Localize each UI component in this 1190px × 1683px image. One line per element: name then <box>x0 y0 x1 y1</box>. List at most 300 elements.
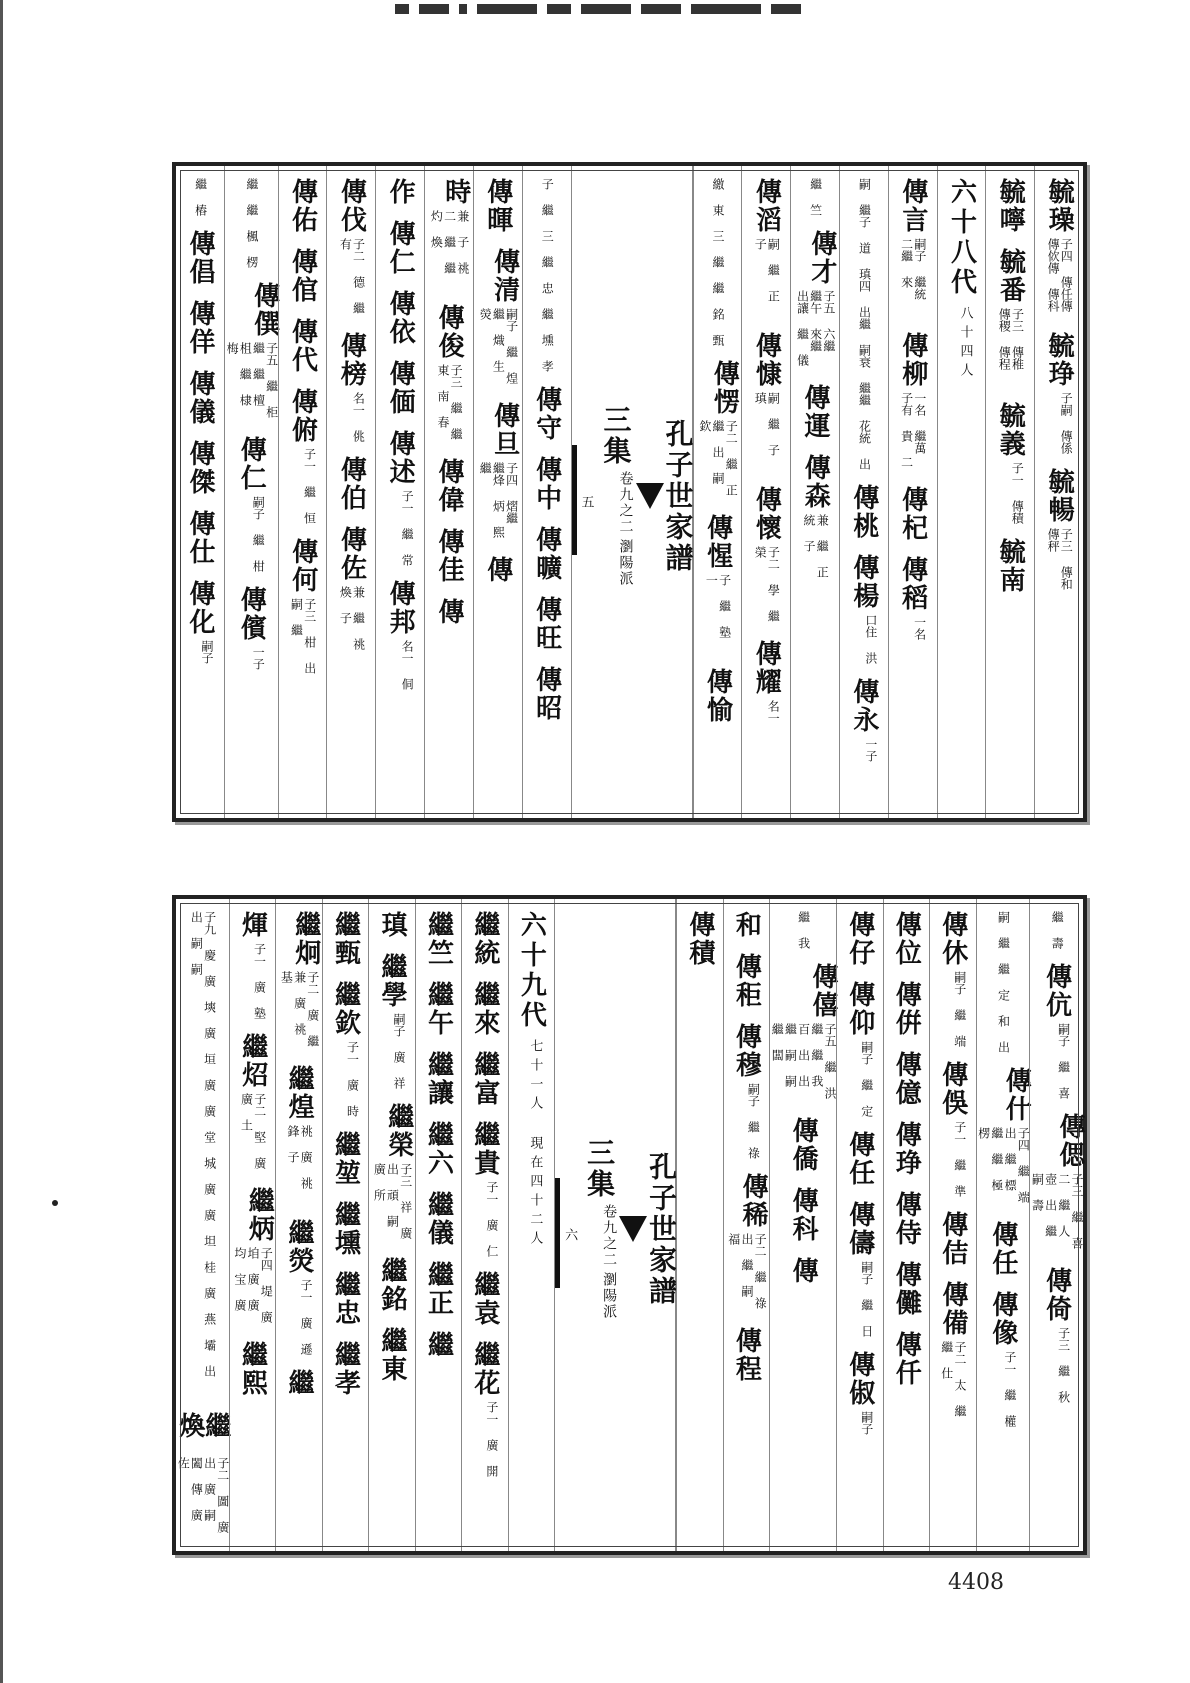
register-entry <box>469 1271 500 1327</box>
person-name: 傳像 <box>987 1291 1018 1347</box>
person-name: 傳伯 <box>336 456 367 512</box>
annotation-note: 繼 壽 <box>1050 911 1065 949</box>
annotation-note: 子 繼 塾 一 <box>704 574 732 638</box>
register-entry <box>848 554 879 664</box>
annotation-note: 嗣子 <box>199 640 214 664</box>
register-entry <box>796 911 809 949</box>
person-name: 傳科 <box>788 1187 819 1243</box>
register-entry <box>184 230 215 286</box>
register-entry <box>897 486 928 542</box>
register-entry <box>937 911 968 1047</box>
person-name: 傳僑 <box>788 1117 819 1173</box>
person-name: 傳倡 <box>184 230 215 286</box>
annotation-note: 子五 六繼 繼午 來繼 出讓 繼 儀 <box>795 290 836 366</box>
person-name: 傳 <box>433 598 464 626</box>
person-name: 傳休 <box>937 911 968 967</box>
person-name: 毓番 <box>995 248 1026 304</box>
register-entry <box>848 678 879 762</box>
person-name: 傳化 <box>184 580 215 636</box>
person-name: 傳倌 <box>287 248 318 304</box>
person-name: 繼東 <box>376 1327 407 1383</box>
register-entry <box>531 526 562 582</box>
register-entry <box>385 430 416 566</box>
register-entry <box>937 1211 968 1267</box>
register-entry <box>336 332 367 442</box>
person-name: 繼煥 <box>174 1411 231 1440</box>
register-entry <box>433 528 464 584</box>
register-column <box>278 166 327 818</box>
register-entry <box>1030 1113 1083 1253</box>
person-name: 毓暢 <box>1044 468 1075 524</box>
register-column <box>224 166 278 818</box>
register-entry <box>433 598 464 626</box>
register-entry <box>287 248 318 304</box>
annotation-note: 子五 繼 洪 繼 繼 我 百 出 出 繼 嗣 嗣 繼 闆 <box>770 1023 838 1099</box>
register-entry <box>385 220 416 276</box>
person-name: 傳永 <box>848 678 879 734</box>
person-name: 繼午 <box>423 981 454 1037</box>
register-entry <box>987 1291 1018 1427</box>
register-entry <box>1044 178 1075 318</box>
person-name: 毓嚀 <box>995 178 1026 234</box>
register-column <box>929 899 975 1551</box>
person-name: 傳清 <box>489 248 520 304</box>
register-column <box>275 899 321 1551</box>
person-name: 繼欽 <box>330 981 361 1037</box>
person-name: 繼正 <box>423 1261 454 1317</box>
person-name: 傳仁 <box>385 220 416 276</box>
register-entry <box>770 963 839 1103</box>
person-name: 傳慷 <box>751 332 782 388</box>
register-column <box>229 899 275 1551</box>
person-name: 傳愣 <box>709 360 740 416</box>
register-entry <box>1050 911 1063 949</box>
annotation-note: 祧 廣 祧 鋒 子 <box>285 1125 314 1189</box>
register-entry <box>469 1121 500 1257</box>
register-entry <box>336 178 367 318</box>
register-entry <box>731 1327 762 1383</box>
annotation-note: 兼 繼 祧 煥 子 <box>338 586 366 650</box>
register-entry <box>469 911 500 967</box>
annotation-note: 子二 繼 正 繼 出 嗣 欽 <box>697 420 739 496</box>
branch-label: 瀏陽派 <box>617 539 634 587</box>
annotation-note: 子二 德 繼 有 <box>338 238 366 314</box>
annotation-note: 繼 竺 <box>808 178 823 216</box>
leaf-number: 六 <box>562 1227 578 1241</box>
register-entry <box>897 178 928 318</box>
register-entry <box>844 1201 875 1337</box>
register-entry <box>751 640 782 724</box>
person-name: 傳億 <box>891 1051 922 1107</box>
annotation-note: 子一 繼 準 <box>952 1121 967 1197</box>
annotation-note: 一子 <box>863 738 878 762</box>
volume-label: 卷九之二 <box>601 1204 618 1268</box>
register-column <box>888 166 937 818</box>
person-name: 傳 <box>482 556 513 584</box>
person-name: 傳什 <box>1001 1067 1032 1123</box>
annotation-note: 嗣子 繼 柑 <box>251 496 266 572</box>
person-name: 傳仔 <box>844 911 875 967</box>
register-entry <box>385 290 416 346</box>
person-name: 繼貴 <box>469 1121 500 1177</box>
annotation-note: 子五 繼 柜 繼 繼 檀 柤 繼 棣 梅 <box>225 342 279 418</box>
annotation-note: 一名 繼萬 子有 貴 二 <box>899 392 927 468</box>
person-name: 傳程 <box>731 1327 762 1383</box>
person-name: 傳傑 <box>184 440 215 496</box>
register-column <box>461 899 507 1551</box>
register-entry <box>995 402 1026 524</box>
page-number: 4408 <box>948 1570 1004 1595</box>
annotation-note: 一名 <box>912 616 927 640</box>
register-column <box>176 166 224 818</box>
person-name: 傳儀 <box>184 370 215 426</box>
person-name: 繼富 <box>469 1051 500 1107</box>
register-entry <box>283 1219 314 1355</box>
register-column <box>790 166 839 818</box>
register-entry <box>245 178 258 268</box>
register-entry <box>977 1067 1030 1207</box>
register-entry <box>189 911 215 1398</box>
person-name: 作 <box>385 178 416 206</box>
person-name: 繼讓 <box>423 1051 454 1107</box>
generation-count: 七十一人 現在四十二人 <box>527 1039 543 1250</box>
annotation-note: 嗣 繼子 道 瑱四 出繼 嗣衰 繼繼 花統 出 <box>857 178 872 470</box>
register-entry <box>287 538 318 678</box>
person-name: 傳僎 <box>249 282 280 338</box>
register-entry <box>184 510 215 566</box>
register-entry <box>184 580 215 664</box>
person-name: 繼儀 <box>423 1191 454 1247</box>
person-name: 煇 <box>237 911 268 939</box>
annotation-note: 子二 繼 祿 出 繼 嗣 福 <box>726 1233 768 1309</box>
register-entry <box>184 300 215 356</box>
register-entry <box>385 580 416 690</box>
annotation-note: 繼 樁 <box>193 178 208 216</box>
person-name: 傳稀 <box>738 1173 769 1229</box>
person-name: 傳秬 <box>731 953 762 1009</box>
register-column <box>326 166 375 818</box>
person-name: 傳俊 <box>434 304 465 360</box>
register-entry <box>376 1257 407 1313</box>
generation-heading: 六十九代 <box>516 911 547 1031</box>
person-name: 傳言 <box>897 178 928 234</box>
register-column <box>769 899 839 1551</box>
register-column <box>693 166 742 818</box>
register-entry <box>987 1221 1018 1277</box>
annotation-note: 子四 熠繼 繼烽 炳 熙繼 <box>478 462 519 538</box>
register-entry <box>236 436 267 572</box>
register-entry <box>423 1331 454 1359</box>
register-entry <box>531 456 562 512</box>
person-name: 傳依 <box>385 290 416 346</box>
register-entry <box>236 586 267 670</box>
register-entry <box>844 1131 875 1187</box>
person-name: 傳稻 <box>897 556 928 612</box>
person-name: 傳滔 <box>751 178 782 234</box>
register-entry <box>540 178 553 372</box>
person-name: 傳儺 <box>891 1261 922 1317</box>
person-name: 傳曠 <box>531 526 562 582</box>
register-column <box>368 899 414 1551</box>
person-name: 傳佯 <box>184 300 215 356</box>
register-column <box>415 899 461 1551</box>
register-entry <box>237 1341 268 1397</box>
register-entry <box>891 981 922 1037</box>
register-entry <box>385 178 416 206</box>
register-entry <box>891 1261 922 1317</box>
person-name: 傳伐 <box>336 178 367 234</box>
volume-label: 卷九之二 <box>617 471 634 535</box>
register-entry <box>434 304 465 444</box>
register-entry <box>376 911 407 939</box>
annotation-note: 子一 廣 塾 <box>252 943 267 1019</box>
register-entry <box>800 384 831 440</box>
person-name: 繼銘 <box>376 1257 407 1313</box>
register-entry <box>891 1331 922 1387</box>
register-entry <box>330 1131 361 1187</box>
person-name: 繼袁 <box>469 1271 500 1327</box>
person-name: 傳桃 <box>848 484 879 540</box>
person-name: 傳代 <box>287 318 318 374</box>
annotation-note: 繳 東 三 繼 繼 銘 甄 <box>711 178 725 346</box>
fold-bar <box>555 1178 560 1288</box>
register-entry <box>946 178 977 382</box>
register-column <box>1034 166 1083 818</box>
register-entry <box>1044 468 1075 608</box>
annotation-note: 名一 侗 <box>400 640 415 690</box>
person-name: 傳俶 <box>844 1351 875 1407</box>
register-entry <box>891 1121 922 1177</box>
annotation-note: 子二 太 繼 繼 仕 <box>939 1341 967 1417</box>
annotation-note: 嗣子 繼 喜 <box>1056 1023 1071 1099</box>
register-column <box>1029 899 1083 1551</box>
register-entry <box>897 556 928 640</box>
scan-edge <box>0 0 3 1683</box>
center-fold-column <box>554 899 679 1551</box>
register-entry <box>176 1412 229 1537</box>
person-name: 傳佶 <box>937 1211 968 1267</box>
generation-heading: 六十八代 <box>946 178 977 298</box>
annotation-note: 子一 繼 權 <box>1002 1351 1017 1427</box>
annotation-note: 子一 廣 仁 <box>484 1181 499 1257</box>
register-panel-top <box>172 162 1087 822</box>
register-entry <box>423 981 454 1037</box>
person-name: 傳昭 <box>531 666 562 722</box>
register-entry <box>193 178 206 216</box>
person-name: 傳暉 <box>482 178 513 234</box>
scan-speck <box>52 1200 58 1206</box>
register-column <box>937 166 986 818</box>
person-name: 傳僖 <box>808 963 839 1019</box>
register-column <box>676 899 722 1551</box>
register-entry <box>531 596 562 652</box>
person-name: 傳佳 <box>433 528 464 584</box>
person-name: 傳佑 <box>287 178 318 234</box>
person-name: 繼熒 <box>283 1219 314 1275</box>
top-strip-residue <box>395 4 935 18</box>
person-name: 繼六 <box>423 1121 454 1177</box>
person-name: 和 <box>731 911 762 939</box>
register-entry <box>844 911 875 967</box>
person-name: 傳琤 <box>891 1121 922 1177</box>
register-entry <box>287 388 318 524</box>
book-title: 孔子世家譜 <box>661 418 695 574</box>
person-name: 繼煌 <box>284 1065 315 1121</box>
register-entry <box>684 911 715 967</box>
annotation-note: 兼 子 祧 二 繼 繼 灼 煥 <box>429 210 470 274</box>
person-name: 繼統 <box>469 911 500 967</box>
register-entry <box>336 456 367 512</box>
register-entry <box>731 1023 762 1159</box>
annotation-note: 口住 洪 <box>863 614 878 664</box>
annotation-note: 子二 廣 繼 兼 廣 祧 基 <box>279 971 320 1047</box>
person-name: 繼來 <box>469 981 500 1037</box>
annotation-note: 兼 繼 正 統 子 <box>802 514 830 578</box>
register-entry <box>1044 332 1075 454</box>
person-name: 傳守 <box>531 386 562 442</box>
person-name: 傳述 <box>385 430 416 486</box>
register-entry <box>376 1327 407 1383</box>
person-name: 瑱 <box>376 911 407 939</box>
register-entry <box>287 318 318 374</box>
person-name: 繼榮 <box>383 1103 414 1159</box>
person-name: 傳榜 <box>336 332 367 388</box>
annotation-note: 嗣子 <box>859 1411 874 1435</box>
register-entry <box>233 1187 273 1327</box>
annotation-note: 嗣 繼 繼 定 和 出 <box>996 911 1011 1053</box>
register-entry <box>482 178 513 234</box>
register-entry <box>283 1369 314 1397</box>
annotation-note: 子二 學 繼 榮 <box>753 546 781 622</box>
register-column <box>836 899 882 1551</box>
annotation-note: 嗣 繼 正 子 <box>753 238 781 302</box>
annotation-note: 子四 傳任傳 傳佽傳 傳科 <box>1046 238 1074 312</box>
register-entry <box>531 386 562 442</box>
fishtail-mark-icon <box>636 483 664 509</box>
annotation-note: 嗣子 繼 定 <box>859 1041 874 1117</box>
person-name: 繼炤 <box>237 1033 268 1089</box>
register-entry <box>996 911 1009 1053</box>
register-entry <box>330 1341 361 1397</box>
register-column <box>741 166 790 818</box>
register-entry <box>423 1051 454 1107</box>
annotation-note: 子一 繼 常 <box>400 490 415 566</box>
register-column <box>985 166 1034 818</box>
person-name: 毓璪 <box>1044 178 1075 234</box>
person-name: 傳楊 <box>848 554 879 610</box>
register-entry <box>336 526 367 666</box>
register-column <box>473 166 522 818</box>
branch-label: 瀏陽派 <box>601 1272 618 1320</box>
register-entry <box>844 981 875 1117</box>
person-name: 傳偉 <box>433 458 464 514</box>
person-name: 傳仟 <box>891 1331 922 1387</box>
fold-bar <box>572 445 577 555</box>
register-entry <box>1041 963 1072 1099</box>
person-name: 繼忠 <box>330 1271 361 1327</box>
person-name: 毓南 <box>995 538 1026 594</box>
annotation-note: 子三 繼 繼 東 南 春 <box>435 364 464 440</box>
register-entry <box>478 248 518 388</box>
person-name: 傳才 <box>806 230 837 286</box>
generation-count: 八十四人 <box>957 306 973 382</box>
register-entry <box>800 454 831 594</box>
person-name: 傳中 <box>531 456 562 512</box>
collection-label: 三集 <box>599 405 633 467</box>
register-panel-bottom <box>172 895 1087 1555</box>
annotation-note: 子一 廣 遜 <box>298 1279 313 1355</box>
person-name: 繼炯 <box>290 911 321 967</box>
person-name: 傳備 <box>937 1281 968 1337</box>
register-entry <box>698 360 738 500</box>
annotation-note: 繼 我 <box>796 911 811 949</box>
register-entry <box>891 911 922 967</box>
annotation-note: 子三 祥 廣 出 頑 嗣 廣 所 <box>372 1163 413 1239</box>
register-entry <box>751 486 782 626</box>
register-entry <box>937 1061 968 1197</box>
annotation-note: 子三 柑 出 嗣 繼 <box>289 598 317 674</box>
person-name: 繼炳 <box>244 1187 275 1243</box>
annotation-note: 嗣子 繼 祿 <box>746 1083 761 1159</box>
person-name: 傳倂 <box>891 981 922 1037</box>
person-name: 時 <box>440 178 471 206</box>
annotation-note: 子二 堅 廣 廣 土 <box>239 1093 267 1169</box>
annotation-note: 繼 繼 楓 楞 <box>244 178 259 268</box>
register-entry <box>330 1201 361 1257</box>
register-entry <box>795 230 835 370</box>
register-column <box>839 166 888 818</box>
annotation-note: 子嗣 傳係 <box>1059 392 1074 454</box>
register-entry <box>897 332 928 472</box>
register-entry <box>788 1187 819 1243</box>
person-name: 傳仕 <box>184 510 215 566</box>
register-entry <box>751 178 782 318</box>
register-entry <box>995 178 1026 234</box>
register-entry <box>423 1121 454 1177</box>
register-entry <box>469 1341 500 1477</box>
person-name: 繼 <box>283 1369 314 1397</box>
person-name: 毓琤 <box>1044 332 1075 388</box>
register-entry <box>891 1051 922 1107</box>
person-name: 傳穆 <box>731 1023 762 1079</box>
person-name: 傳杞 <box>897 486 928 542</box>
person-name: 傳儐 <box>236 586 267 642</box>
register-entry <box>423 1261 454 1317</box>
register-entry <box>385 360 416 416</box>
person-name: 毓義 <box>995 402 1026 458</box>
annotation-note: 嗣子 繼 煌 繼 熾 生 熒 <box>478 308 519 384</box>
register-entry <box>702 514 733 654</box>
register-column <box>375 166 424 818</box>
person-name: 傳柳 <box>897 332 928 388</box>
register-entry <box>937 1281 968 1421</box>
annotation-note: 子三 繼 秋 <box>1056 1327 1071 1403</box>
person-name: 傳儔 <box>844 1201 875 1257</box>
annotation-note: 名一 佻 <box>351 392 366 442</box>
annotation-note: 子一 傳積 <box>1010 462 1025 524</box>
book-title: 孔子世家譜 <box>645 1151 679 1307</box>
annotation-note: 子三 傳稚 傳稷 傳程 <box>997 308 1025 370</box>
register-entry <box>788 1117 819 1173</box>
annotation-note: 子一 廣 開 <box>484 1401 499 1477</box>
register-entry <box>995 538 1026 594</box>
person-name: 傳旺 <box>531 596 562 652</box>
person-name: 傳森 <box>800 454 831 510</box>
register-entry <box>469 981 500 1037</box>
annotation-note: 子四 堤 廣 垍 廣 廣 均 宝 廣 <box>232 1247 274 1323</box>
register-entry <box>808 178 821 216</box>
person-name: 傳運 <box>800 384 831 440</box>
